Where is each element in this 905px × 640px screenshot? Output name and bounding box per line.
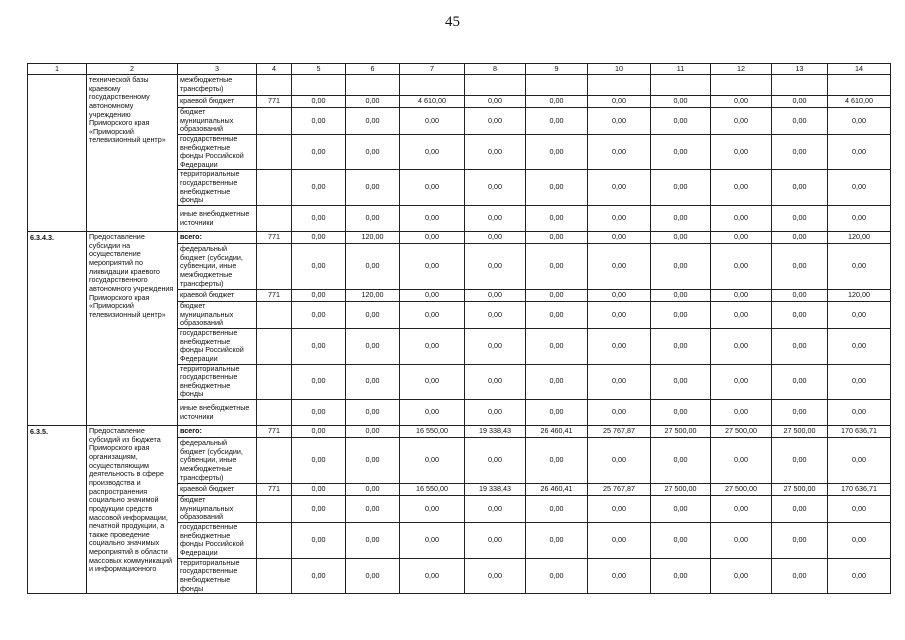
amount-cell: 0,00 (588, 302, 651, 329)
amount-cell: 0,00 (588, 496, 651, 523)
amount-cell: 0,00 (828, 170, 891, 206)
amount-cell: 0,00 (292, 496, 346, 523)
amount-cell: 0,00 (346, 364, 400, 400)
item-code: 6.3.5. (28, 426, 87, 594)
budget-code (257, 558, 292, 594)
amount-cell: 0,00 (400, 400, 465, 426)
budget-code (257, 523, 292, 559)
funding-source: государственные внебюджетные фонды Российской Федерации (178, 523, 257, 559)
amount-cell: 0,00 (588, 206, 651, 232)
amount-cell: 0,00 (526, 364, 588, 400)
funding-source: территориальные государственные внебюджетные фонды (178, 170, 257, 206)
amount-cell: 0,00 (772, 232, 828, 244)
amount-cell: 0,00 (346, 523, 400, 559)
amount-cell: 0,00 (526, 496, 588, 523)
amount-cell: 120,00 (346, 290, 400, 302)
amount-cell: 0,00 (588, 400, 651, 426)
amount-cell: 0,00 (292, 400, 346, 426)
amount-cell (292, 75, 346, 96)
amount-cell: 0,00 (292, 438, 346, 484)
funding-source: государственные внебюджетные фонды Российской Федерации (178, 134, 257, 170)
amount-cell: 0,00 (711, 170, 772, 206)
amount-cell: 0,00 (711, 400, 772, 426)
amount-cell: 0,00 (711, 206, 772, 232)
amount-cell: 0,00 (588, 170, 651, 206)
amount-cell: 0,00 (292, 364, 346, 400)
amount-cell: 0,00 (588, 290, 651, 302)
amount-cell: 0,00 (465, 302, 526, 329)
column-number-row (28, 64, 891, 75)
amount-cell: 0,00 (651, 134, 711, 170)
page-number: 45 (445, 14, 460, 30)
amount-cell: 0,00 (400, 302, 465, 329)
amount-cell: 0,00 (346, 558, 400, 594)
amount-cell: 0,00 (588, 232, 651, 244)
amount-cell: 0,00 (346, 96, 400, 108)
amount-cell: 19 338,43 (465, 426, 526, 438)
funding-source: бюджет муниципальных образований (178, 302, 257, 329)
amount-cell: 0,00 (828, 438, 891, 484)
amount-cell: 0,00 (292, 244, 346, 290)
funding-source: федеральный бюджет (субсидии, субвенции, иные межбюджетные трансферты) (178, 438, 257, 484)
budget-code: 771 (257, 232, 292, 244)
amount-cell: 0,00 (465, 134, 526, 170)
amount-cell: 0,00 (400, 496, 465, 523)
funding-source: территориальные государственные внебюджетные фонды (178, 558, 257, 594)
amount-cell: 0,00 (292, 426, 346, 438)
amount-cell: 0,00 (400, 438, 465, 484)
amount-cell: 0,00 (346, 328, 400, 364)
amount-cell: 0,00 (292, 232, 346, 244)
amount-cell: 0,00 (651, 523, 711, 559)
amount-cell: 0,00 (465, 438, 526, 484)
budget-code (257, 134, 292, 170)
amount-cell: 0,00 (526, 328, 588, 364)
amount-cell: 19 338,43 (465, 484, 526, 496)
amount-cell: 0,00 (772, 302, 828, 329)
amount-cell: 0,00 (465, 244, 526, 290)
amount-cell: 0,00 (526, 170, 588, 206)
amount-cell: 0,00 (772, 170, 828, 206)
amount-cell: 0,00 (465, 206, 526, 232)
amount-cell (772, 75, 828, 96)
item-code (28, 75, 87, 232)
col-header: 10 (588, 64, 651, 75)
amount-cell: 0,00 (292, 328, 346, 364)
amount-cell: 25 767,87 (588, 484, 651, 496)
amount-cell: 0,00 (346, 438, 400, 484)
amount-cell: 4 610,00 (828, 96, 891, 108)
budget-code: 771 (257, 290, 292, 302)
amount-cell: 0,00 (588, 558, 651, 594)
amount-cell: 120,00 (828, 232, 891, 244)
col-header: 3 (178, 64, 257, 75)
amount-cell: 0,00 (292, 96, 346, 108)
table-row (28, 426, 891, 438)
budget-code (257, 108, 292, 135)
amount-cell: 0,00 (400, 206, 465, 232)
amount-cell: 0,00 (772, 328, 828, 364)
amount-cell: 0,00 (292, 206, 346, 232)
amount-cell: 120,00 (828, 290, 891, 302)
amount-cell: 26 460,41 (526, 484, 588, 496)
amount-cell: 0,00 (465, 364, 526, 400)
budget-code (257, 496, 292, 523)
budget-code (257, 364, 292, 400)
amount-cell: 0,00 (588, 244, 651, 290)
amount-cell: 0,00 (346, 206, 400, 232)
budget-code: 771 (257, 484, 292, 496)
amount-cell: 0,00 (526, 232, 588, 244)
amount-cell: 0,00 (828, 206, 891, 232)
amount-cell: 0,00 (400, 523, 465, 559)
amount-cell: 0,00 (526, 558, 588, 594)
amount-cell: 0,00 (711, 328, 772, 364)
col-header: 14 (828, 64, 891, 75)
funding-source: всего: (178, 426, 257, 438)
funding-source: иные внебюджетные источники (178, 400, 257, 426)
col-header: 11 (651, 64, 711, 75)
amount-cell (651, 75, 711, 96)
amount-cell: 0,00 (292, 302, 346, 329)
table-body (28, 64, 891, 594)
amount-cell: 0,00 (828, 364, 891, 400)
budget-code (257, 170, 292, 206)
amount-cell: 0,00 (772, 244, 828, 290)
amount-cell: 0,00 (292, 108, 346, 135)
amount-cell: 4 610,00 (400, 96, 465, 108)
amount-cell: 0,00 (400, 244, 465, 290)
amount-cell: 25 767,87 (588, 426, 651, 438)
amount-cell: 0,00 (526, 523, 588, 559)
amount-cell: 0,00 (400, 170, 465, 206)
amount-cell: 0,00 (588, 364, 651, 400)
amount-cell (465, 75, 526, 96)
funding-source: федеральный бюджет (субсидии, субвенции, иные межбюджетные трансферты) (178, 244, 257, 290)
amount-cell: 0,00 (772, 108, 828, 135)
col-header: 1 (28, 64, 87, 75)
amount-cell (526, 75, 588, 96)
amount-cell: 27 500,00 (772, 484, 828, 496)
amount-cell: 170 636,71 (828, 426, 891, 438)
funding-source: иные внебюджетные источники (178, 206, 257, 232)
amount-cell: 0,00 (651, 302, 711, 329)
amount-cell: 0,00 (711, 523, 772, 559)
amount-cell: 0,00 (292, 558, 346, 594)
amount-cell: 170 636,71 (828, 484, 891, 496)
amount-cell: 0,00 (588, 96, 651, 108)
amount-cell: 0,00 (651, 438, 711, 484)
amount-cell: 0,00 (711, 244, 772, 290)
amount-cell: 0,00 (465, 290, 526, 302)
amount-cell: 27 500,00 (711, 426, 772, 438)
table-row (28, 75, 891, 96)
amount-cell (711, 75, 772, 96)
amount-cell: 0,00 (711, 134, 772, 170)
amount-cell: 120,00 (346, 232, 400, 244)
amount-cell: 0,00 (651, 496, 711, 523)
amount-cell: 0,00 (588, 134, 651, 170)
amount-cell: 0,00 (588, 328, 651, 364)
amount-cell: 0,00 (772, 364, 828, 400)
amount-cell: 0,00 (651, 244, 711, 290)
amount-cell: 0,00 (400, 108, 465, 135)
amount-cell: 0,00 (465, 232, 526, 244)
amount-cell: 0,00 (828, 302, 891, 329)
amount-cell: 0,00 (526, 290, 588, 302)
amount-cell: 0,00 (651, 328, 711, 364)
amount-cell: 0,00 (292, 290, 346, 302)
amount-cell: 0,00 (588, 108, 651, 135)
amount-cell: 0,00 (292, 134, 346, 170)
amount-cell: 0,00 (651, 364, 711, 400)
amount-cell: 0,00 (651, 170, 711, 206)
amount-cell: 0,00 (828, 328, 891, 364)
funding-source: краевой бюджет (178, 484, 257, 496)
amount-cell: 0,00 (400, 558, 465, 594)
amount-cell: 0,00 (828, 400, 891, 426)
amount-cell: 0,00 (465, 170, 526, 206)
amount-cell (588, 75, 651, 96)
amount-cell: 0,00 (651, 108, 711, 135)
amount-cell: 0,00 (400, 364, 465, 400)
amount-cell: 0,00 (711, 108, 772, 135)
amount-cell: 0,00 (772, 96, 828, 108)
amount-cell: 0,00 (772, 206, 828, 232)
amount-cell: 0,00 (772, 290, 828, 302)
col-header: 5 (292, 64, 346, 75)
amount-cell: 0,00 (526, 244, 588, 290)
amount-cell: 0,00 (346, 426, 400, 438)
amount-cell: 0,00 (772, 400, 828, 426)
amount-cell: 0,00 (292, 523, 346, 559)
amount-cell: 0,00 (651, 232, 711, 244)
amount-cell: 0,00 (465, 328, 526, 364)
col-header: 12 (711, 64, 772, 75)
amount-cell: 0,00 (465, 108, 526, 135)
col-header: 13 (772, 64, 828, 75)
amount-cell (828, 75, 891, 96)
budget-code (257, 400, 292, 426)
funding-source: межбюджетные трансферты) (178, 75, 257, 96)
amount-cell: 0,00 (711, 558, 772, 594)
amount-cell: 0,00 (828, 108, 891, 135)
amount-cell: 0,00 (711, 438, 772, 484)
amount-cell: 0,00 (711, 96, 772, 108)
amount-cell: 0,00 (465, 558, 526, 594)
item-name: Предоставление субсидий из бюджета Приморского края организациям, осуществляющим деятельность в сфере производства и распространения социально значимой продукции средств массовой информации, печатной продукции, а также проведение социально значимых мероприятий в области массовых коммуникаций и информационного (87, 426, 178, 594)
item-name: технической базы краевому государственному автономному учреждению Приморского края «Приморский телевизионный центр» (87, 75, 178, 232)
amount-cell: 0,00 (346, 400, 400, 426)
amount-cell: 0,00 (400, 232, 465, 244)
amount-cell: 16 550,00 (400, 484, 465, 496)
funding-source: бюджет муниципальных образований (178, 496, 257, 523)
budget-code: 771 (257, 96, 292, 108)
amount-cell: 27 500,00 (711, 484, 772, 496)
amount-cell: 0,00 (465, 523, 526, 559)
amount-cell: 26 460,41 (526, 426, 588, 438)
col-header: 7 (400, 64, 465, 75)
budget-code (257, 206, 292, 232)
budget-code (257, 328, 292, 364)
amount-cell: 0,00 (651, 206, 711, 232)
amount-cell: 0,00 (651, 290, 711, 302)
amount-cell: 0,00 (588, 438, 651, 484)
amount-cell: 0,00 (828, 558, 891, 594)
amount-cell: 0,00 (772, 523, 828, 559)
amount-cell: 27 500,00 (772, 426, 828, 438)
amount-cell: 0,00 (346, 302, 400, 329)
col-header: 6 (346, 64, 400, 75)
funding-source: краевой бюджет (178, 290, 257, 302)
amount-cell: 0,00 (400, 134, 465, 170)
amount-cell: 0,00 (346, 170, 400, 206)
table-row (28, 232, 891, 244)
amount-cell: 0,00 (526, 400, 588, 426)
amount-cell: 0,00 (465, 400, 526, 426)
amount-cell: 0,00 (346, 134, 400, 170)
amount-cell: 0,00 (292, 170, 346, 206)
amount-cell (400, 75, 465, 96)
amount-cell (346, 75, 400, 96)
item-code: 6.3.4.3. (28, 232, 87, 426)
amount-cell: 0,00 (711, 302, 772, 329)
amount-cell: 0,00 (772, 558, 828, 594)
col-header: 8 (465, 64, 526, 75)
budget-code (257, 244, 292, 290)
amount-cell: 27 500,00 (651, 426, 711, 438)
amount-cell: 0,00 (346, 244, 400, 290)
amount-cell: 0,00 (526, 302, 588, 329)
amount-cell: 16 550,00 (400, 426, 465, 438)
amount-cell: 0,00 (711, 232, 772, 244)
amount-cell: 0,00 (828, 523, 891, 559)
amount-cell: 0,00 (465, 96, 526, 108)
amount-cell: 0,00 (711, 290, 772, 302)
budget-code (257, 302, 292, 329)
budget-code (257, 438, 292, 484)
amount-cell: 0,00 (828, 496, 891, 523)
budget-table (27, 63, 891, 594)
amount-cell: 27 500,00 (651, 484, 711, 496)
funding-source: территориальные государственные внебюджетные фонды (178, 364, 257, 400)
col-header: 9 (526, 64, 588, 75)
amount-cell: 0,00 (346, 496, 400, 523)
col-header: 2 (87, 64, 178, 75)
amount-cell: 0,00 (526, 96, 588, 108)
amount-cell: 0,00 (346, 108, 400, 135)
amount-cell: 0,00 (292, 484, 346, 496)
amount-cell: 0,00 (651, 400, 711, 426)
funding-source: государственные внебюджетные фонды Российской Федерации (178, 328, 257, 364)
funding-source: краевой бюджет (178, 96, 257, 108)
amount-cell: 0,00 (711, 496, 772, 523)
amount-cell: 0,00 (651, 96, 711, 108)
funding-source: всего: (178, 232, 257, 244)
funding-source: бюджет муниципальных образований (178, 108, 257, 135)
amount-cell: 0,00 (828, 134, 891, 170)
budget-code (257, 75, 292, 96)
amount-cell: 0,00 (711, 364, 772, 400)
amount-cell: 0,00 (772, 438, 828, 484)
amount-cell: 0,00 (526, 108, 588, 135)
amount-cell: 0,00 (526, 206, 588, 232)
amount-cell: 0,00 (400, 290, 465, 302)
col-header: 4 (257, 64, 292, 75)
amount-cell: 0,00 (651, 558, 711, 594)
amount-cell: 0,00 (588, 523, 651, 559)
amount-cell: 0,00 (465, 496, 526, 523)
budget-code: 771 (257, 426, 292, 438)
amount-cell: 0,00 (526, 438, 588, 484)
amount-cell: 0,00 (526, 134, 588, 170)
amount-cell: 0,00 (772, 496, 828, 523)
amount-cell: 0,00 (346, 484, 400, 496)
amount-cell: 0,00 (772, 134, 828, 170)
amount-cell: 0,00 (400, 328, 465, 364)
item-name: Предоставление субсидии на осуществление мероприятий по ликвидации краевого государственного автономного учреждения Приморского края «Приморский телевизионный центр» (87, 232, 178, 426)
amount-cell: 0,00 (828, 244, 891, 290)
